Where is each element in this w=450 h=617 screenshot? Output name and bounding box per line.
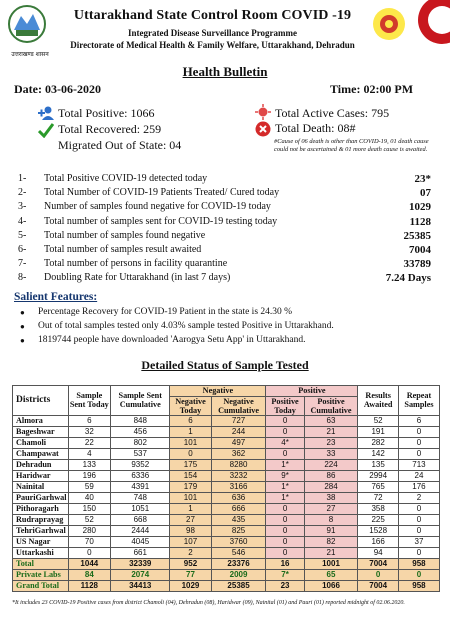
value-cell: 0 [398, 525, 439, 536]
value-cell: 537 [111, 448, 170, 459]
salient-features-title: Salient Features: [14, 291, 98, 303]
checkmark-icon [38, 122, 54, 138]
table-row [13, 459, 440, 470]
value-cell: 21 [304, 426, 358, 437]
bulletin-title: Health Bulletin [182, 64, 268, 79]
value-cell: 23 [304, 437, 358, 448]
value-cell: 1* [266, 481, 304, 492]
value-cell: 1066 [304, 580, 358, 591]
value-cell: 65 [304, 569, 358, 580]
value-cell: 38 [304, 492, 358, 503]
value-cell: 9352 [111, 459, 170, 470]
value-cell: 72 [358, 492, 399, 503]
value-cell: 4045 [111, 536, 170, 547]
value-cell: 27 [170, 514, 211, 525]
value-cell: 2009 [211, 569, 266, 580]
list-item: 4- Total number of samples sent for COVID-19 testing today 1128 [18, 215, 431, 228]
value-cell: 6336 [111, 470, 170, 481]
value-cell: 101 [170, 492, 211, 503]
value-cell: 0 [398, 437, 439, 448]
district-cell: TehriGarhwal [13, 525, 69, 536]
value-cell: 23 [266, 580, 304, 591]
bulletin-time: Time: 02:00 PM [330, 82, 414, 96]
value-cell: 196 [68, 470, 111, 481]
value-cell: 2 [398, 492, 439, 503]
value-cell: 27 [304, 503, 358, 514]
district-cell: Total [13, 558, 69, 569]
value-cell: 98 [170, 525, 211, 536]
value-cell: 4* [266, 437, 304, 448]
value-cell: 82 [304, 536, 358, 547]
value-cell: 34413 [111, 580, 170, 591]
col-pos-today: Positive Today [266, 396, 304, 415]
value-cell: 848 [111, 415, 170, 426]
value-cell: 52 [358, 415, 399, 426]
district-cell: Rudraprayag [13, 514, 69, 525]
value-cell: 1128 [68, 580, 111, 591]
value-cell: 1528 [358, 525, 399, 536]
value-cell: 456 [111, 426, 170, 437]
value-cell: 7004 [358, 558, 399, 569]
district-cell: US Nagar [13, 536, 69, 547]
value-cell: 1051 [111, 503, 170, 514]
value-cell: 154 [170, 470, 211, 481]
value-cell: 0 [266, 547, 304, 558]
value-cell: 9* [266, 470, 304, 481]
value-cell: 150 [68, 503, 111, 514]
value-cell: 0 [266, 514, 304, 525]
value-cell: 8 [304, 514, 358, 525]
district-cell: PauriGarhwal [13, 492, 69, 503]
value-cell: 0 [266, 448, 304, 459]
value-cell: 225 [358, 514, 399, 525]
value-cell: 0 [398, 448, 439, 459]
value-cell: 497 [211, 437, 266, 448]
footnote: *It includes 23 COVID-19 Positive cases from district Chamoli (04), Dehradun (08), Haridwar (09), Nainital (01) and Pauri (01) reported midnight of 02.06.2020. [12, 600, 405, 606]
value-cell: 284 [304, 481, 358, 492]
value-cell: 666 [211, 503, 266, 514]
bulletin-list [14, 172, 439, 286]
value-cell: 16 [266, 558, 304, 569]
value-cell: 0 [358, 569, 399, 580]
list-item: 3- Number of samples found negative for COVID-19 today 1029 [18, 201, 431, 214]
total-death: Total Death: 08# [275, 121, 356, 135]
salient-item: ● Out of total samples tested only 4.03% sample tested Positive in Uttarakhand. [38, 321, 334, 331]
col-neg-cum: Negative Cumulative [211, 396, 266, 415]
covid-logo-icon [370, 4, 408, 44]
death-note: #Cause of 06 death is other than COVID-19, 01 death cause could not be ascertained & 01 more death cause is awaited. [274, 138, 429, 153]
value-cell: 0 [398, 514, 439, 525]
value-cell: 280 [68, 525, 111, 536]
emblem-caption: उत्तराखण्ड शासन [11, 51, 49, 58]
add-user-icon [38, 106, 54, 120]
value-cell: 661 [111, 547, 170, 558]
value-cell: 40 [68, 492, 111, 503]
table-row [13, 536, 440, 547]
value-cell: 179 [170, 481, 211, 492]
value-cell: 63 [304, 415, 358, 426]
migrated-out: Migrated Out of State: 04 [58, 138, 182, 152]
value-cell: 825 [211, 525, 266, 536]
total-recovered: Total Recovered: 259 [58, 122, 162, 136]
list-item: 5- Total number of samples found negative 25385 [18, 229, 431, 242]
value-cell: 2994 [358, 470, 399, 481]
district-cell: Uttarkashi [13, 547, 69, 558]
value-cell: 0 [266, 525, 304, 536]
value-cell: 6 [170, 415, 211, 426]
table-row [13, 525, 440, 536]
table-row [13, 426, 440, 437]
value-cell: 0 [266, 415, 304, 426]
value-cell: 135 [358, 459, 399, 470]
table-row [13, 503, 440, 514]
list-item: 1- Total Positive COVID-19 detected today 23* [18, 173, 431, 185]
value-cell: 1 [170, 503, 211, 514]
value-cell: 1* [266, 492, 304, 503]
table-row [13, 514, 440, 525]
value-cell: 3166 [211, 481, 266, 492]
value-cell: 2074 [111, 569, 170, 580]
value-cell: 6 [68, 415, 111, 426]
col-sample-cum: Sample Sent Cumulative [111, 386, 170, 416]
col-awaited: Results Awaited [358, 386, 399, 416]
value-cell: 362 [211, 448, 266, 459]
col-repeat: Repeat Samples [398, 386, 439, 416]
value-cell: 0 [68, 547, 111, 558]
value-cell: 435 [211, 514, 266, 525]
value-cell: 24 [398, 470, 439, 481]
value-cell: 70 [68, 536, 111, 547]
value-cell: 2444 [111, 525, 170, 536]
value-cell: 59 [68, 481, 111, 492]
table-title: Detailed Status of Sample Tested [141, 358, 309, 372]
value-cell: 3232 [211, 470, 266, 481]
table-row [13, 558, 440, 569]
col-sample-today: Sample Sent Today [68, 386, 111, 416]
total-active: Total Active Cases: 795 [275, 106, 390, 120]
close-icon [255, 121, 271, 137]
value-cell: 37 [398, 536, 439, 547]
value-cell: 86 [304, 470, 358, 481]
table-row [13, 470, 440, 481]
table-row [13, 580, 440, 591]
value-cell: 282 [358, 437, 399, 448]
district-cell: Grand Total [13, 580, 69, 591]
value-cell: 2 [170, 547, 211, 558]
value-cell: 6 [398, 415, 439, 426]
value-cell: 952 [170, 558, 211, 569]
total-positive: Total Positive: 1066 [58, 106, 155, 120]
bulletin-date: Date: 03-06-2020 [14, 82, 101, 96]
value-cell: 1 [170, 426, 211, 437]
list-item: 6- Total number of samples result awaited 7004 [18, 243, 431, 256]
value-cell: 25385 [211, 580, 266, 591]
salient-item: ● 1819744 people have downloaded 'Aarogya Setu App' in Uttarakhand. [38, 335, 306, 345]
value-cell: 52 [68, 514, 111, 525]
value-cell: 91 [304, 525, 358, 536]
value-cell: 191 [358, 426, 399, 437]
value-cell: 3760 [211, 536, 266, 547]
list-item: 8- Doubling Rate for Uttarakhand (in last 7 days) 7.24 Days [18, 272, 431, 285]
table-row [13, 415, 440, 426]
value-cell: 133 [68, 459, 111, 470]
value-cell: 958 [398, 580, 439, 591]
value-cell: 0 [398, 426, 439, 437]
value-cell: 21 [304, 547, 358, 558]
value-cell: 77 [170, 569, 211, 580]
table-row [13, 569, 440, 580]
value-cell: 0 [398, 547, 439, 558]
value-cell: 23376 [211, 558, 266, 569]
list-item: 2- Total Number of COVID-19 Patients Treated/ Cured today 07 [18, 187, 431, 200]
col-pos-cum: Positive Cumulative [304, 396, 358, 415]
value-cell: 4 [68, 448, 111, 459]
district-cell: Dehradun [13, 459, 69, 470]
header-subtitle-2: Directorate of Medical Health & Family Welfare, Uttarakhand, Dehradun [70, 40, 355, 50]
value-cell: 713 [398, 459, 439, 470]
value-cell: 0 [170, 448, 211, 459]
value-cell: 1044 [68, 558, 111, 569]
value-cell: 224 [304, 459, 358, 470]
table-row [13, 492, 440, 503]
table-row [13, 481, 440, 492]
salient-item: ● Percentage Recovery for COVID-19 Patient in the state is 24.30 % [38, 307, 292, 317]
national-health-mission-logo-icon [410, 0, 450, 60]
district-cell: Nainital [13, 481, 69, 492]
col-positive: Positive [266, 386, 358, 397]
district-cell: Chamoli [13, 437, 69, 448]
table-row [13, 448, 440, 459]
table-row [13, 437, 440, 448]
value-cell: 0 [266, 503, 304, 514]
value-cell: 4391 [111, 481, 170, 492]
col-neg-today: Negative Today [170, 396, 211, 415]
value-cell: 176 [398, 481, 439, 492]
value-cell: 802 [111, 437, 170, 448]
value-cell: 244 [211, 426, 266, 437]
value-cell: 1029 [170, 580, 211, 591]
col-districts: Districts [13, 386, 69, 416]
district-cell: Private Labs [13, 569, 69, 580]
district-cell: Champawat [13, 448, 69, 459]
page-title: Uttarakhand State Control Room COVID -19 [73, 8, 352, 23]
value-cell: 32 [68, 426, 111, 437]
value-cell: 765 [358, 481, 399, 492]
district-cell: Pithoragarh [13, 503, 69, 514]
value-cell: 727 [211, 415, 266, 426]
district-cell: Bageshwar [13, 426, 69, 437]
value-cell: 107 [170, 536, 211, 547]
value-cell: 546 [211, 547, 266, 558]
value-cell: 0 [398, 503, 439, 514]
col-negative: Negative [170, 386, 266, 397]
district-cell: Almora [13, 415, 69, 426]
value-cell: 668 [111, 514, 170, 525]
value-cell: 636 [211, 492, 266, 503]
value-cell: 748 [111, 492, 170, 503]
value-cell: 1* [266, 459, 304, 470]
table-row [13, 547, 440, 558]
value-cell: 7* [266, 569, 304, 580]
virus-icon [255, 104, 271, 120]
header [0, 0, 450, 66]
uttarakhand-emblem-icon [6, 4, 48, 48]
value-cell: 8280 [211, 459, 266, 470]
value-cell: 7004 [358, 580, 399, 591]
value-cell: 958 [398, 558, 439, 569]
value-cell: 32339 [111, 558, 170, 569]
value-cell: 142 [358, 448, 399, 459]
value-cell: 166 [358, 536, 399, 547]
value-cell: 175 [170, 459, 211, 470]
value-cell: 358 [358, 503, 399, 514]
value-cell: 0 [266, 426, 304, 437]
value-cell: 101 [170, 437, 211, 448]
value-cell: 84 [68, 569, 111, 580]
list-item: 7- Total number of persons in facility quarantine 33789 [18, 258, 431, 271]
value-cell: 0 [398, 569, 439, 580]
value-cell: 1001 [304, 558, 358, 569]
value-cell: 94 [358, 547, 399, 558]
sample-status-table [12, 385, 440, 592]
value-cell: 0 [266, 536, 304, 547]
header-subtitle: Integrated Disease Surveillance Programme [127, 28, 298, 38]
district-cell: Haridwar [13, 470, 69, 481]
value-cell: 33 [304, 448, 358, 459]
value-cell: 22 [68, 437, 111, 448]
